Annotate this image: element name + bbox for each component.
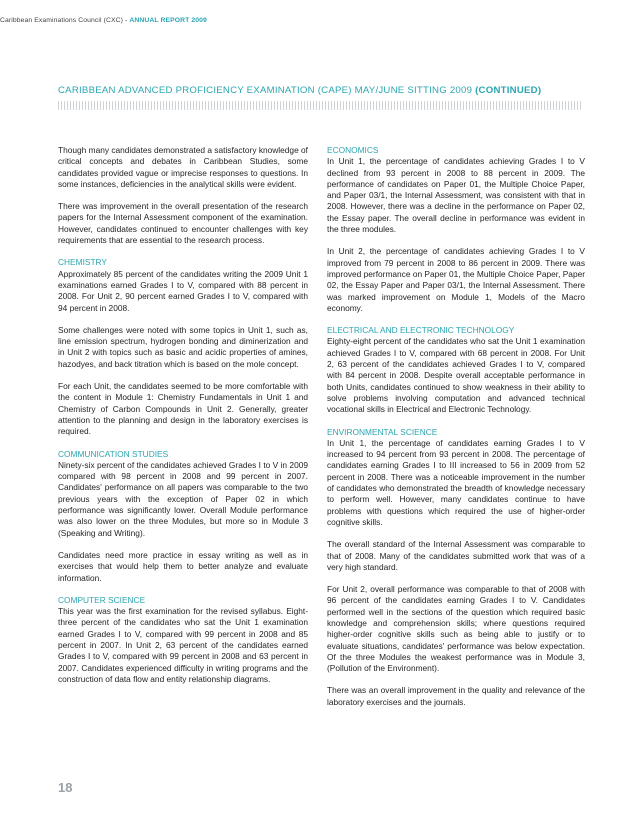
environmental-paragraph-3: For Unit 2, overall performance was comparable to that of 2008 with 96 percent of the candidates earning Grades I to V. Candidates performed well in the sections of the question which required basic knowledge and comprehension skills; where questions required higher-order cognitive skills such as being able to justify or to evaluate situations, candidates' performance was below expectation. Of the three Modules the weakest performance was in Module 3, (Pollution of the Environment).: [327, 584, 585, 674]
chemistry-paragraph-1: Approximately 85 percent of the candidates writing the 2009 Unit 1 examinations earned Grades I to V, compared with 88 percent in 2008. For Unit 2, 90 percent earned Grades I to V, compared with 94 percent in 2008.: [58, 268, 308, 313]
left-column: [58, 145, 308, 696]
computer-science-paragraph-1: This year was the first examination for the revised syllabus. Eight-three percent of the candidates who sat the Unit 1 examination earned Grades I to V, compared with 99 percent in 2008 and 85 percent in 2007. In Unit 2, 63 percent of the candidates earned Grades I to V, compared with 99 percent in 2008 and 63 percent in 2007. Candidates experienced difficulty in writing programs and the construction of data flow and entity relationship diagrams.: [58, 606, 308, 684]
computer-science-heading: COMPUTER SCIENCE: [58, 594, 146, 605]
chemistry-paragraph-3: For each Unit, the candidates seemed to be more comfortable with the content in Module 1: Chemistry Fundamentals in Unit 1 and Chemistry of Carbon Compounds in Unit 2. Generally, greater attention to the planning and design in the laboratory exercises is required.: [58, 381, 308, 437]
right-column: [327, 145, 585, 719]
chemistry-heading: CHEMISTRY: [58, 257, 107, 268]
economics-paragraph-2: In Unit 2, the percentage of candidates achieving Grades I to V improved from 79 percent in 2008 to 86 percent in 2009. There was improved performance on Paper 01, the Multiple Choice Paper, Paper 02, the Essay Paper and Paper 03/1, the Internal Assessment. There was marked improvement on Module 1, Models of the Macro economy.: [327, 246, 585, 313]
communication-heading: COMMUNICATION STUDIES: [58, 448, 169, 459]
chemistry-paragraph-2: Some challenges were noted with some topics in Unit 1, such as, line emission spectrum, hydrogen bonding and diminerization and in Unit 2 with topics such as basic and acidic properties of amines, hazodyes, and back titration which is based on the mole concept.: [58, 324, 308, 369]
intro-paragraph-2: There was improvement in the overall presentation of the research papers for the Internal Assessment component of the examination. However, candidates continued to encounter challenges with key requirements that are essential to the research process.: [58, 201, 308, 246]
environmental-heading: ENVIRONMENTAL SCIENCE: [327, 426, 438, 437]
dotted-divider: [58, 101, 583, 110]
section-title: [58, 85, 598, 96]
section-title-text: CARIBBEAN ADVANCED PROFICIENCY EXAMINATION (CAPE) MAY/JUNE SITTING 2009: [58, 85, 476, 96]
electrical-heading: ELECTRICAL AND ELECTRONIC TECHNOLOGY: [327, 325, 515, 336]
economics-heading: ECONOMICS: [327, 145, 379, 155]
section-title-continued: (CONTINUED): [475, 85, 542, 96]
header-org: Caribbean Examinations Council (CXC) -: [0, 17, 130, 24]
electrical-paragraph-1: Eighty-eight percent of the candidates who sat the Unit 1 examination achieved Grades I to V, compared with 68 percent in 2008. For Unit 2, 63 percent of the candidates achieved Grades I to V, compared with 84 percent in 2008. Despite overall acceptable performance in both Units, candidates continued to show weakness in their ability to solve problems involving computation and advanced technical vocational skills in Electrical and Electronic Technology.: [327, 336, 585, 415]
intro-paragraph-1: Though many candidates demonstrated a satisfactory knowledge of critical concepts and debates in Caribbean Studies, some candidates provided vague or imprecise responses to questions. In some instances, deficiencies in the analytical skills were evident.: [58, 145, 308, 189]
running-header: [0, 17, 207, 24]
economics-paragraph-1: In Unit 1, the percentage of candidates achieving Grades I to V declined from 93 percent in 2008 to 88 percent in 2009. The performance of candidates on Paper 01, the Multiple Choice Paper, and Paper 03/1, the Internal Assessment, was consistent with that in 2008. However, there was a decline in the performance on Paper 02, the Essay paper. The overall decline in performance was evident in the three modules.: [327, 156, 585, 235]
page-number: 18: [58, 780, 73, 795]
header-report: ANNUAL REPORT 2009: [129, 17, 207, 24]
environmental-paragraph-4: There was an overall improvement in the quality and relevance of the laboratory exercises and the journals.: [327, 685, 585, 707]
communication-paragraph-1: Ninety-six percent of the candidates achieved Grades I to V in 2009 compared with 98 percent in 2008 and 99 percent in 2007. Candidates' performance on all papers was comparable to the two previous years with the exception of Paper 02 in which performance was significantly lower. Overall Module performance was also lower on the three Modules, but more so in Module 3 (Speaking and Writing).: [58, 459, 308, 538]
communication-paragraph-2: Candidates need more practice in essay writing as well as in exercises that would help them to better analyze and evaluate information.: [58, 549, 308, 583]
environmental-paragraph-2: The overall standard of the Internal Assessment was comparable to that of 2008. Many of the candidates submitted work that was of a very high standard.: [327, 539, 585, 572]
environmental-paragraph-1: In Unit 1, the percentage of candidates earning Grades I to V increased to 94 percent from 93 percent in 2008. The percentage of candidates earning Grades I to III increased to 56 in 2009 from 52 percent in 2008. There was a noticeable improvement in the number of candidates who demonstrated the breadth of knowledge necessary to perform well. However, many candidates continue to have problems with questions which required the use of higher-order cognitive skills.: [327, 437, 585, 527]
